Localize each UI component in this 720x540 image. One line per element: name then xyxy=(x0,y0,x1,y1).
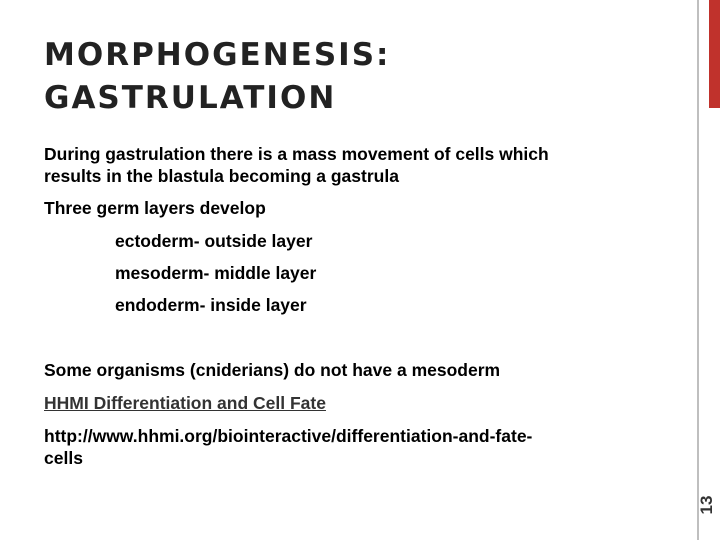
list-item-ectoderm: ectoderm- outside layer xyxy=(115,231,313,251)
paragraph-gastrulation xyxy=(44,143,549,187)
page-number: 13 xyxy=(697,495,716,515)
paragraph-cniderians: Some organisms (cniderians) do not have a mesoderm xyxy=(44,360,501,380)
title-line-2: GASTRULATION xyxy=(44,80,337,116)
paragraph-line: results in the blastula becoming a gastrula xyxy=(44,166,399,186)
paragraph-line: During gastrulation there is a mass movement of cells which xyxy=(44,144,549,164)
url-line: cells xyxy=(44,448,83,468)
list-item-mesoderm: mesoderm- middle layer xyxy=(115,263,317,283)
hhmi-link[interactable]: HHMI Differentiation and Cell Fate xyxy=(44,393,326,413)
accent-bar xyxy=(709,0,720,108)
title-line-1: MORPHOGENESIS: xyxy=(44,37,391,73)
paragraph-germ-layers: Three germ layers develop xyxy=(44,198,266,218)
url-text xyxy=(44,425,532,469)
url-line: http://www.hhmi.org/biointeractive/differentiation-and-fate- xyxy=(44,426,533,446)
vertical-rule xyxy=(697,0,699,540)
slide-title xyxy=(44,34,390,120)
list-item-endoderm: endoderm- inside layer xyxy=(115,295,307,315)
